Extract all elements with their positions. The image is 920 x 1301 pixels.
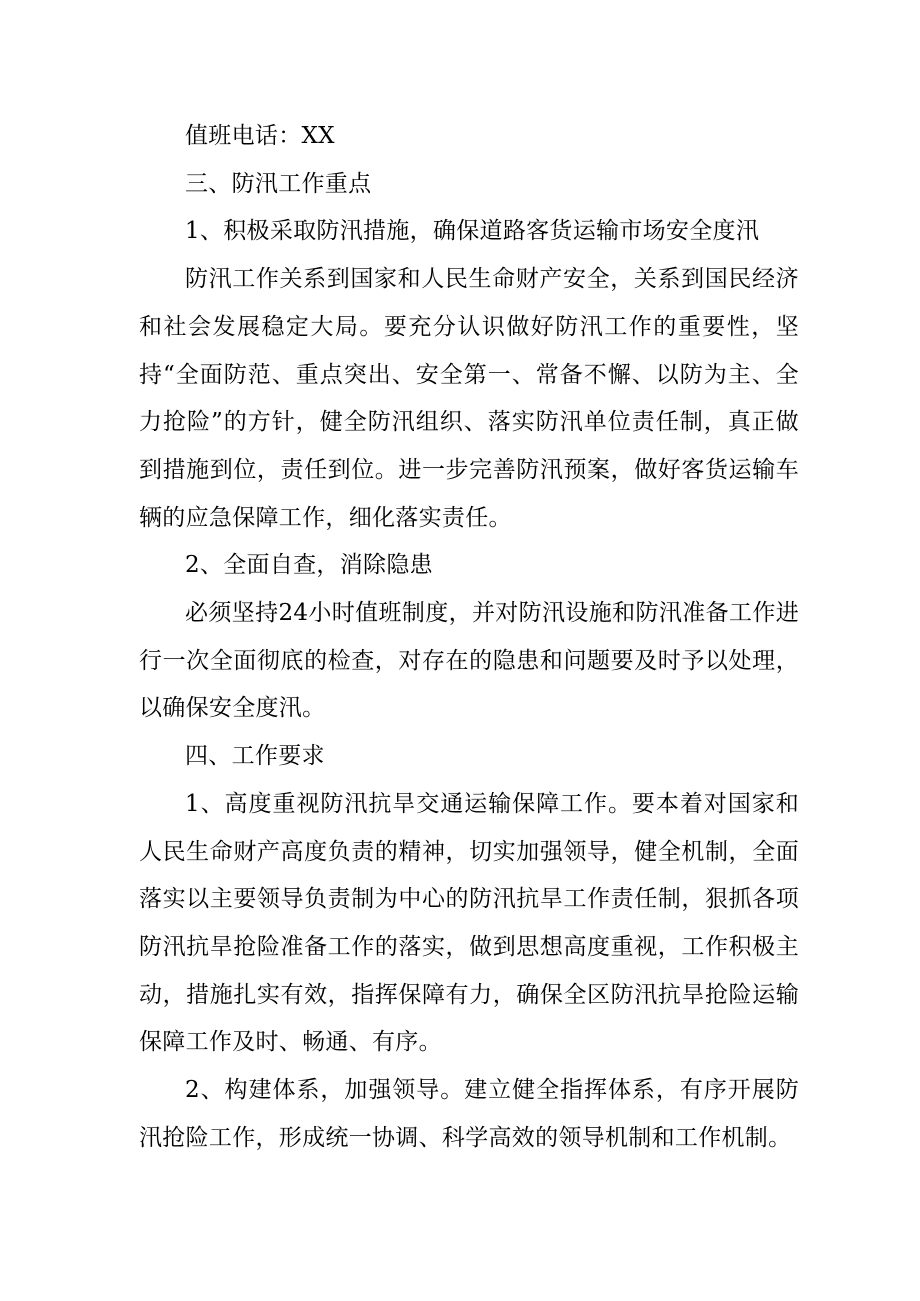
subheading-self-inspection: 2、全面自查，消除隐患 <box>185 552 433 579</box>
duty-phone-line: 值班电话：XX <box>185 123 335 149</box>
section-heading-flood-priorities: 三、防汛工作重点 <box>185 170 372 197</box>
paragraph-duty-system: 必须坚持24小时值班制度，并对防汛设施和防汛准备工作进行一次全面彻底的检查，对存在的隐患和问题要及时予以处理，以确保安全度汛。 <box>139 600 799 722</box>
paragraph-flood-importance: 防汛工作关系到国家和人民生命财产安全，关系到国民经济和社会发展稳定大局。要充分认识做好防汛工作的重要性，坚持“全面防范、重点突出、安全第一、常备不懈、以防为主、全力抢险”的方针，健全防汛组织、落实防汛单位责任制，真正做到措施到位，责任到位。进一步完善防汛预案，做好客货运输车辆的应急保障工作，细化落实责任。 <box>139 266 799 531</box>
subheading-flood-measures: 1、积极采取防汛措施，确保道路客货运输市场安全度汛 <box>185 218 760 245</box>
document-body <box>139 113 799 1162</box>
section-heading-work-requirements: 四、工作要求 <box>185 743 325 770</box>
paragraph-requirement-1: 1、高度重视防汛抗旱交通运输保障工作。要本着对国家和人民生命财产高度负责的精神，切实加强领导，健全机制，全面落实以主要领导负责制为中心的防汛抗旱工作责任制，狠抓各项防汛抗旱抢险准备工作的落实，做到思想高度重视，工作积极主动，措施扎实有效，指挥保障有力，确保全区防汛抗旱抢险运输保障工作及时、畅通、有序。 <box>139 790 799 1056</box>
paragraph-requirement-2: 2、构建体系，加强领导。建立健全指挥体系，有序开展防汛抢险工作，形成统一协调、科学高效的领导机制和工作机制。 <box>139 1077 799 1151</box>
